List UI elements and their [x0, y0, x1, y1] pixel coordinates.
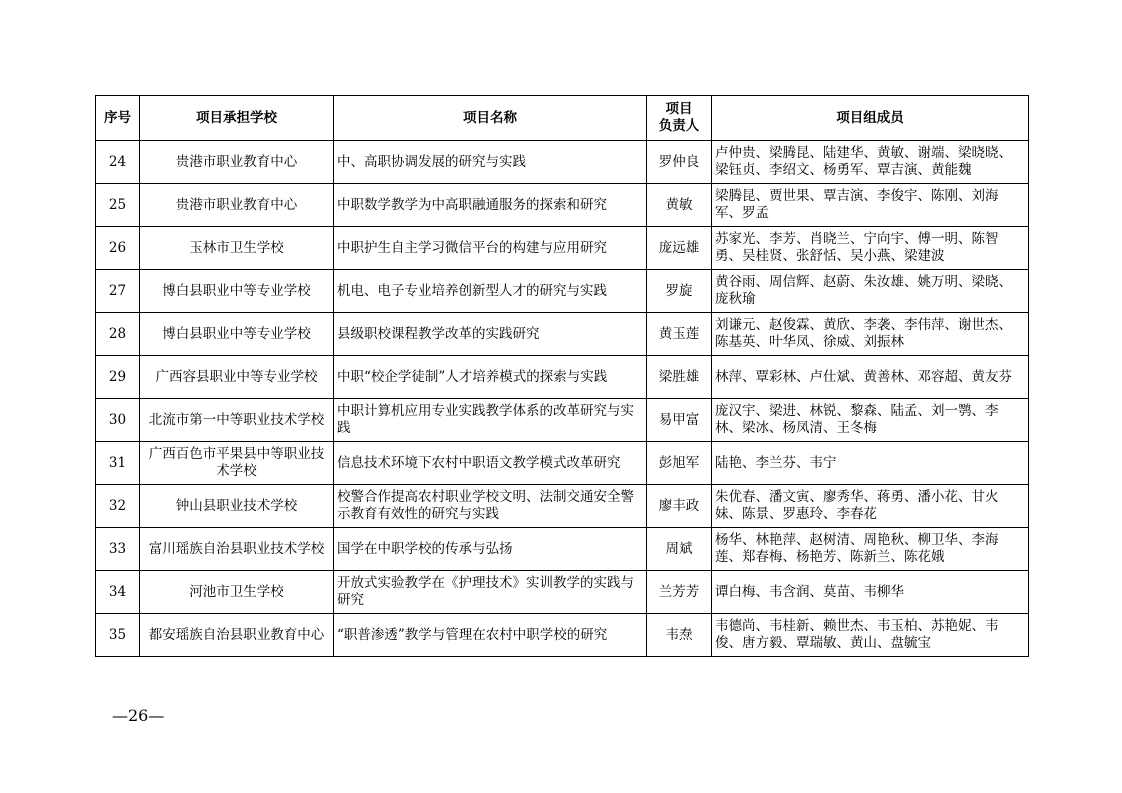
- table-row: [96, 141, 1029, 184]
- header-num: 序号: [96, 96, 140, 141]
- cell-leader: 兰芳芳: [647, 571, 712, 614]
- cell-num: 25: [96, 184, 140, 227]
- table-row: [96, 313, 1029, 356]
- cell-num: 24: [96, 141, 140, 184]
- table-row: [96, 571, 1029, 614]
- cell-school: 广西容县职业中等专业学校: [140, 356, 334, 399]
- cell-school: 玉林市卫生学校: [140, 227, 334, 270]
- cell-school: 北流市第一中等职业技术学校: [140, 399, 334, 442]
- cell-members: 庞汉宇、梁进、林锐、黎森、陆孟、刘一鹗、李林、梁冰、杨凤清、王冬梅: [712, 399, 1029, 442]
- table-row: [96, 227, 1029, 270]
- cell-school: 富川瑶族自治县职业技术学校: [140, 528, 334, 571]
- table-row: [96, 270, 1029, 313]
- cell-members: 谭白梅、韦含润、莫苗、韦柳华: [712, 571, 1029, 614]
- cell-members: 苏家光、李芳、肖晓兰、宁向宇、傅一明、陈智勇、吴桂贤、张舒恬、吴小燕、梁建波: [712, 227, 1029, 270]
- cell-num: 29: [96, 356, 140, 399]
- cell-num: 33: [96, 528, 140, 571]
- cell-project-name: 校警合作提高农村职业学校文明、法制交通安全警示教育有效性的研究与实践: [334, 485, 647, 528]
- cell-num: 34: [96, 571, 140, 614]
- table-row: [96, 614, 1029, 657]
- cell-school: 钟山县职业技术学校: [140, 485, 334, 528]
- cell-num: 28: [96, 313, 140, 356]
- cell-project-name: 机电、电子专业培养创新型人才的研究与实践: [334, 270, 647, 313]
- header-school: 项目承担学校: [140, 96, 334, 141]
- cell-members: 朱优春、潘文寅、廖秀华、蒋勇、潘小花、甘火妹、陈景、罗惠玲、李春花: [712, 485, 1029, 528]
- table-row: [96, 442, 1029, 485]
- cell-project-name: 中职护生自主学习微信平台的构建与应用研究: [334, 227, 647, 270]
- cell-num: 26: [96, 227, 140, 270]
- cell-leader: 庞远雄: [647, 227, 712, 270]
- cell-leader: 黄玉莲: [647, 313, 712, 356]
- cell-members: 陆艳、李兰芬、韦宁: [712, 442, 1029, 485]
- cell-leader: 廖丰政: [647, 485, 712, 528]
- cell-project-name: 开放式实验教学在《护理技术》实训教学的实践与研究: [334, 571, 647, 614]
- cell-project-name: 中职计算机应用专业实践教学体系的改革研究与实践: [334, 399, 647, 442]
- cell-leader: 易甲富: [647, 399, 712, 442]
- table-row: [96, 356, 1029, 399]
- page-number: —26—: [112, 706, 165, 725]
- project-table: [95, 95, 1029, 657]
- cell-leader: 周斌: [647, 528, 712, 571]
- cell-num: 32: [96, 485, 140, 528]
- cell-project-name: “职普渗透”教学与管理在农村中职学校的研究: [334, 614, 647, 657]
- cell-school: 广西百色市平果县中等职业技术学校: [140, 442, 334, 485]
- cell-members: 黄谷雨、周信辉、赵蔚、朱汝雄、姚万明、梁晓、庞秋瑜: [712, 270, 1029, 313]
- cell-leader: 梁胜雄: [647, 356, 712, 399]
- cell-members: 梁腾昆、贾世果、覃吉演、李俊宇、陈刚、刘海军、罗孟: [712, 184, 1029, 227]
- header-name: 项目名称: [334, 96, 647, 141]
- cell-leader: 罗仲良: [647, 141, 712, 184]
- cell-leader: 黄敏: [647, 184, 712, 227]
- cell-project-name: 县级职校课程教学改革的实践研究: [334, 313, 647, 356]
- cell-members: 刘谦元、赵俊霖、黄欣、李袭、李伟萍、谢世杰、陈基英、叶华凤、徐威、刘振林: [712, 313, 1029, 356]
- cell-school: 贵港市职业教育中心: [140, 184, 334, 227]
- cell-project-name: 信息技术环境下农村中职语文教学模式改革研究: [334, 442, 647, 485]
- cell-leader: 罗旋: [647, 270, 712, 313]
- cell-project-name: 国学在中职学校的传承与弘扬: [334, 528, 647, 571]
- cell-school: 博白县职业中等专业学校: [140, 313, 334, 356]
- cell-num: 27: [96, 270, 140, 313]
- cell-num: 31: [96, 442, 140, 485]
- header-row: [96, 96, 1029, 141]
- cell-num: 35: [96, 614, 140, 657]
- header-members: 项目组成员: [712, 96, 1029, 141]
- cell-school: 博白县职业中等专业学校: [140, 270, 334, 313]
- table-row: [96, 399, 1029, 442]
- cell-members: 卢仲贵、梁腾昆、陆建华、黄敏、谢端、梁晓晓、梁钰贞、李绍文、杨勇军、覃吉演、黄能魏: [712, 141, 1029, 184]
- table-row: [96, 528, 1029, 571]
- cell-project-name: 中职“校企学徒制”人才培养模式的探索与实践: [334, 356, 647, 399]
- cell-leader: 彭旭军: [647, 442, 712, 485]
- cell-project-name: 中、高职协调发展的研究与实践: [334, 141, 647, 184]
- cell-school: 都安瑶族自治县职业教育中心: [140, 614, 334, 657]
- cell-members: 林萍、覃彩林、卢仕斌、黄善林、邓容超、黄友芬: [712, 356, 1029, 399]
- header-leader-line2: 负责人: [658, 118, 700, 134]
- header-leader-line1: 项目: [665, 101, 693, 117]
- cell-school: 河池市卫生学校: [140, 571, 334, 614]
- table-row: [96, 184, 1029, 227]
- cell-members: 韦德尚、韦桂新、赖世杰、韦玉柏、苏艳妮、韦俊、唐方毅、覃瑞敏、黄山、盘毓宝: [712, 614, 1029, 657]
- cell-leader: 韦焘: [647, 614, 712, 657]
- table-row: [96, 485, 1029, 528]
- cell-project-name: 中职数学教学为中高职融通服务的探索和研究: [334, 184, 647, 227]
- cell-num: 30: [96, 399, 140, 442]
- cell-members: 杨华、林艳萍、赵树清、周艳秋、柳卫华、李海莲、郑春梅、杨艳芳、陈新兰、陈花娥: [712, 528, 1029, 571]
- header-leader: [647, 96, 712, 141]
- cell-school: 贵港市职业教育中心: [140, 141, 334, 184]
